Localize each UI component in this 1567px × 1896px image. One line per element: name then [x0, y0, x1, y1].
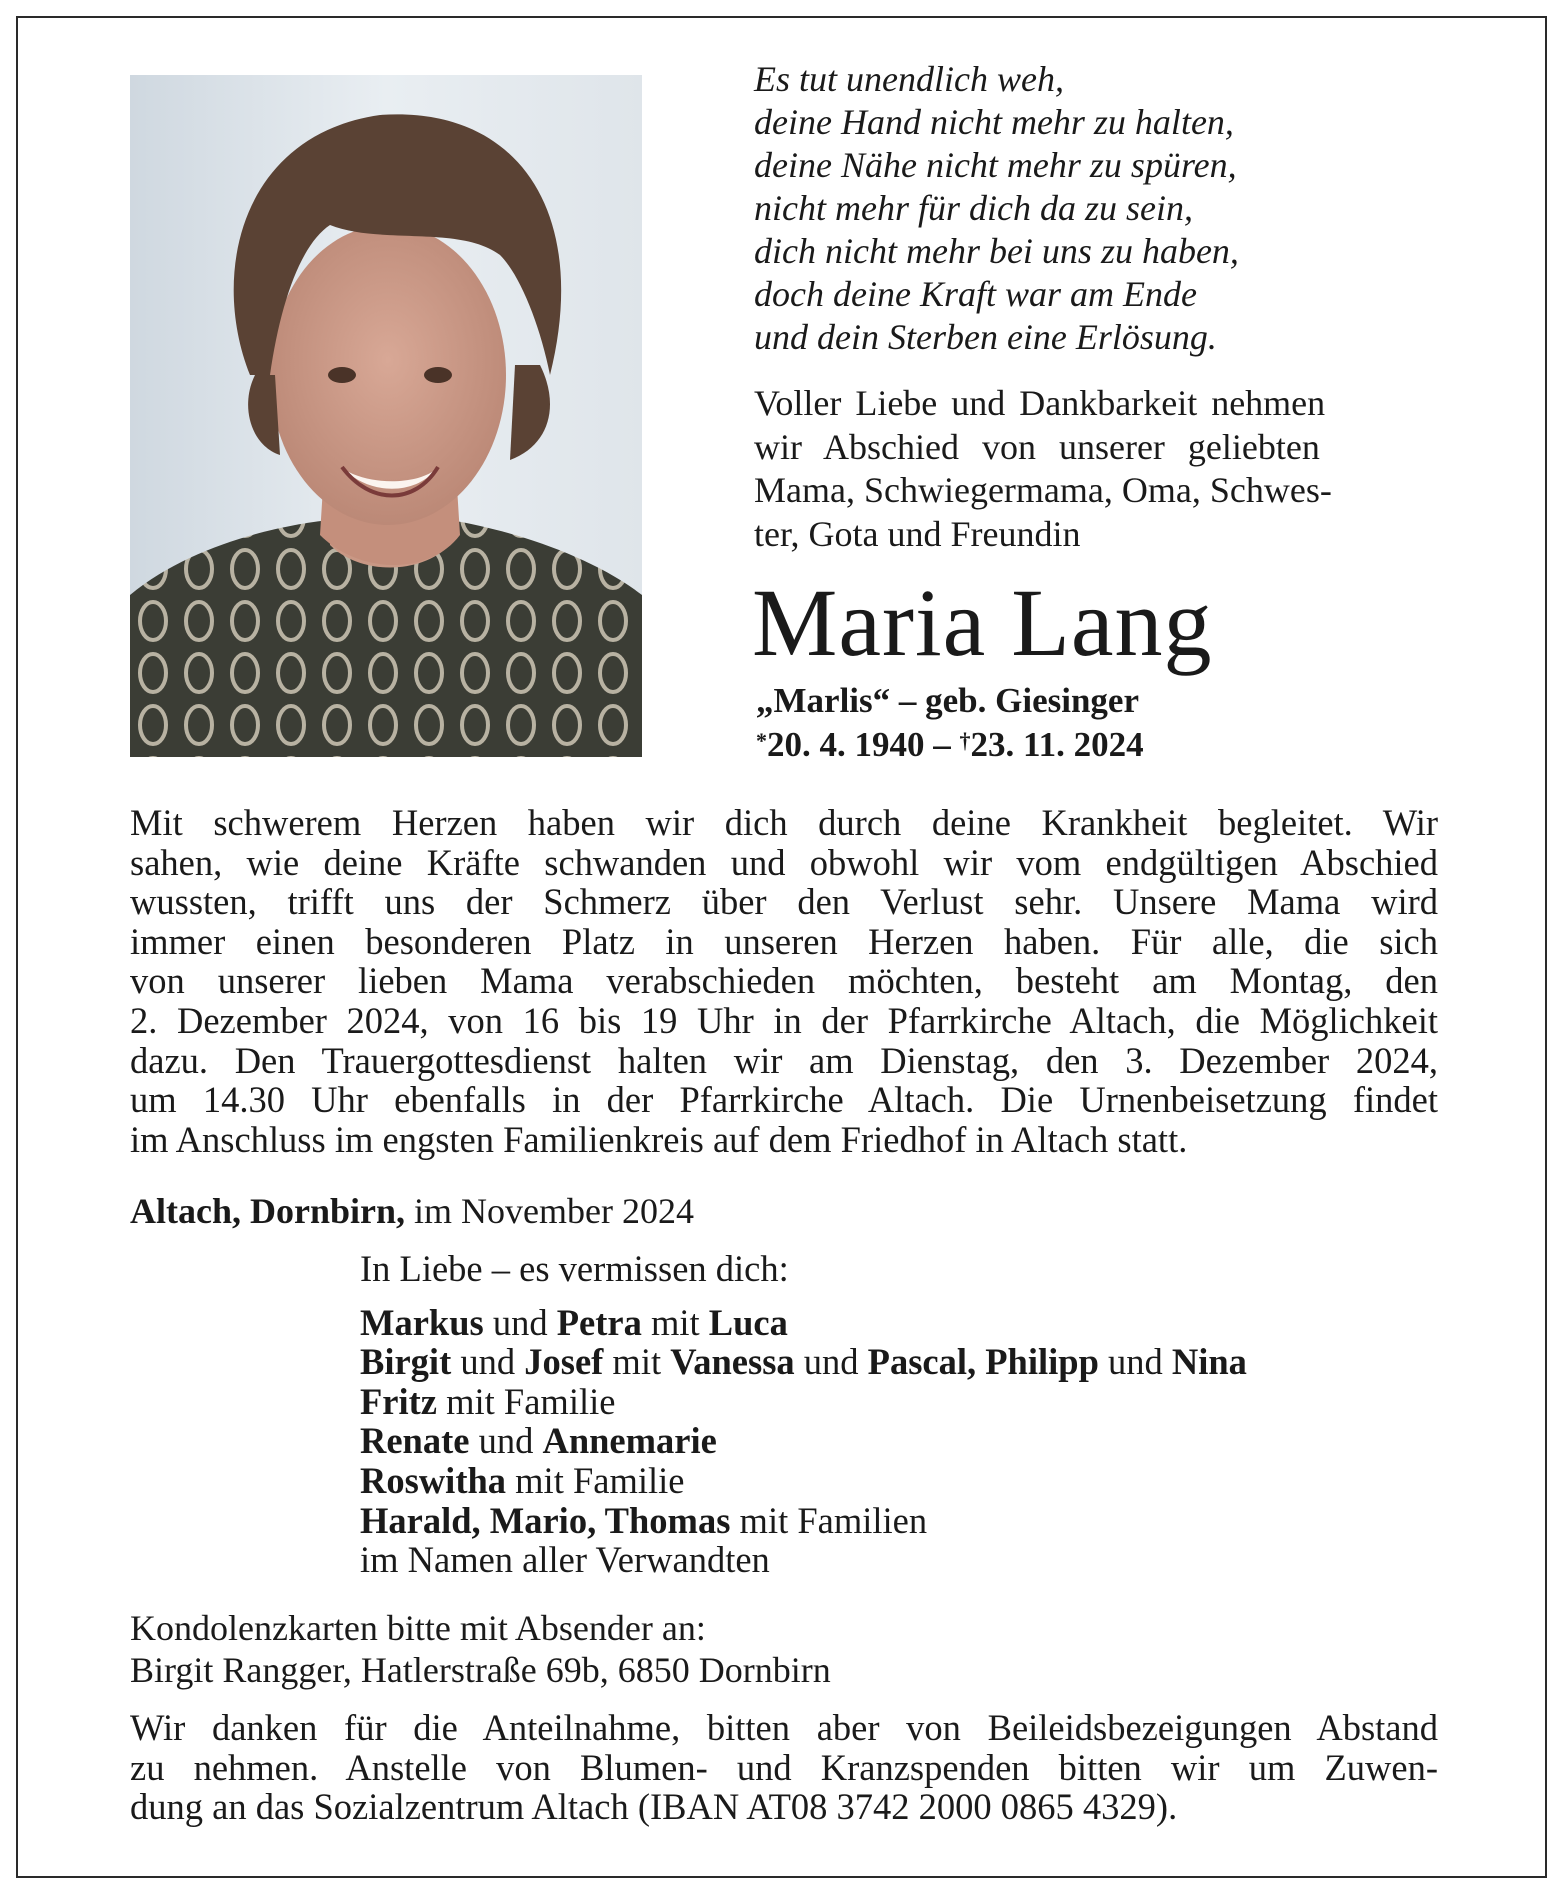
intro-line: Voller Liebe und Dankbarkeit nehmen [754, 383, 1326, 423]
birth-symbol: * [756, 728, 767, 753]
mourners-closing: im Namen aller Verwandten [360, 1539, 770, 1581]
poem-line: deine Hand nicht mehr zu halten, [754, 102, 1234, 142]
poem-line: Es tut unendlich weh, [754, 59, 1064, 99]
text-line: dazu. Den Trauergottesdienst halten wir am Dienstag, den 3. Dezember 2024, [130, 1039, 1438, 1081]
mourners-lead: In Liebe – es vermissen dich: [360, 1248, 789, 1289]
death-symbol: † [959, 728, 971, 753]
text-line: wussten, trifft uns der Schmerz über den Verlust sehr. Unsere Mama wird [130, 881, 1438, 923]
place-towns: Altach, Dornbirn, [130, 1191, 406, 1231]
place-date: im November 2024 [405, 1191, 694, 1231]
life-dates [756, 724, 1456, 766]
deceased-name: Maria Lang [752, 569, 1213, 676]
text-line: immer einen besonderen Platz in unseren Herzen haben. Für alle, die sich [130, 920, 1438, 962]
condolence-line: Kondolenzkarten bitte mit Absender an: [130, 1608, 706, 1648]
thanks-line: dung an das Sozialzentrum Altach (IBAN AT08 3742 2000 0865 4329). [130, 1786, 1178, 1828]
text-line: von unserer lieben Mama verabschieden möchten, besteht am Montag, den [130, 960, 1438, 1002]
portrait-photo [130, 75, 642, 757]
condolence-line: Birgit Rangger, Hatlerstraße 69b, 6850 Dornbirn [130, 1650, 831, 1690]
mourner-line: Renate und Annemarie [360, 1420, 717, 1462]
mourner-line: Markus und Petra mit Luca [360, 1301, 788, 1343]
condolence-address [130, 1607, 1330, 1691]
place-and-date [130, 1190, 1130, 1232]
thanks-text [130, 1708, 1438, 1827]
intro-line: Mama, Schwiegermama, Oma, Schwes- [754, 470, 1332, 510]
poem-line: dich nicht mehr bei uns zu haben, [754, 231, 1239, 271]
mourners-list [360, 1249, 1460, 1580]
thanks-line: Wir danken für die Anteilnahme, bitten aber von Beileidsbezeigungen Abstand [130, 1707, 1438, 1748]
mourner-line: Roswitha mit Familie [360, 1459, 685, 1501]
text-line: sahen, wie deine Kräfte schwanden und obwohl wir vom endgültigen Abschied [130, 841, 1438, 883]
announcement-text [130, 803, 1438, 1159]
nickname-line: „Marlis“ – geb. Giesinger [756, 681, 1140, 720]
death-date: 23. 11. 2024 [970, 725, 1144, 764]
intro-line: wir Abschied von unserer geliebten [754, 426, 1320, 467]
intro-text [754, 382, 1438, 556]
mourner-line: Birgit und Josef mit Vanessa und Pascal, Philipp und Nina [360, 1341, 1247, 1383]
mourner-line: Harald, Mario, Thomas mit Familien [360, 1499, 928, 1541]
birth-date: 20. 4. 1940 [767, 725, 925, 764]
poem-line: und dein Sterben eine Erlösung. [754, 317, 1217, 357]
date-separator: – [924, 725, 960, 764]
text-line: Mit schwerem Herzen haben wir dich durch deine Krankheit begleitet. Wir [130, 802, 1438, 843]
poem [754, 58, 1454, 359]
mourner-line: Fritz mit Familie [360, 1380, 616, 1422]
poem-line: doch deine Kraft war am Ende [754, 274, 1197, 314]
text-line: um 14.30 Uhr ebenfalls in der Pfarrkirche Altach. Die Urnenbeisetzung findet [130, 1079, 1438, 1121]
text-line: 2. Dezember 2024, von 16 bis 19 Uhr in der Pfarrkirche Altach, die Möglichkeit [130, 999, 1438, 1041]
poem-line: deine Nähe nicht mehr zu spüren, [754, 145, 1237, 185]
poem-line: nicht mehr für dich da zu sein, [754, 188, 1193, 228]
thanks-line: zu nehmen. Anstelle von Blumen- und Kranzspenden bitten wir um Zuwen- [130, 1746, 1438, 1788]
text-line: im Anschluss im engsten Familienkreis auf dem Friedhof in Altach statt. [130, 1118, 1188, 1160]
intro-line: ter, Gota und Freundin [754, 513, 1081, 554]
